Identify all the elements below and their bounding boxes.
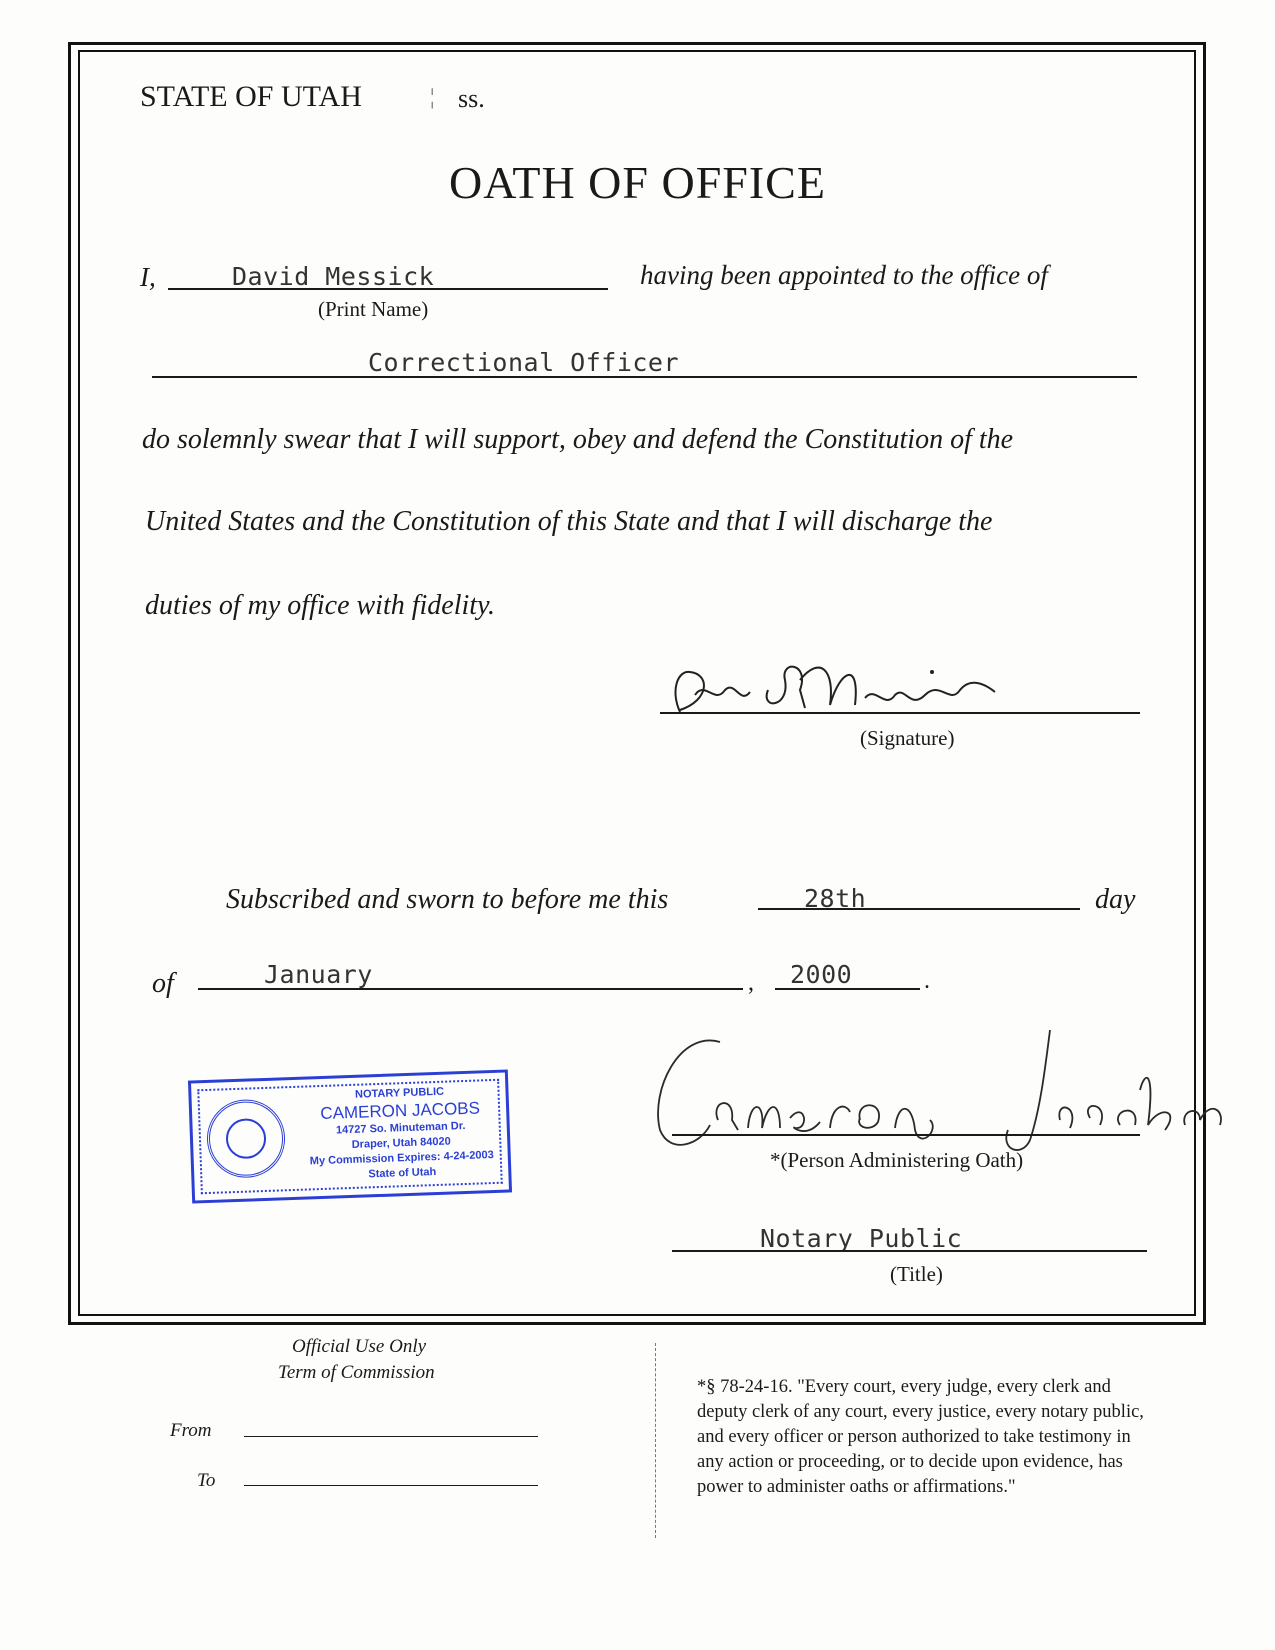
day-line <box>758 908 1080 910</box>
stamp-state: State of Utah <box>368 1166 437 1181</box>
day-word: day <box>1095 884 1136 915</box>
month-line <box>198 988 743 990</box>
month-value: January <box>264 960 373 989</box>
from-line <box>244 1436 538 1437</box>
oath-body-line-2: United States and the Constitution of this State and that I will discharge the <box>145 506 993 537</box>
footnote-line-4: any action or proceeding, or to decide upon evidence, has <box>697 1452 1123 1472</box>
signature-line <box>660 712 1140 714</box>
stamp-city: Draper, Utah 84020 <box>351 1135 451 1151</box>
ss-mark: ss. <box>458 84 485 113</box>
stamp-expiration: My Commission Expires: 4-24-2003 <box>309 1148 494 1168</box>
title-value: Notary Public <box>760 1224 963 1253</box>
stamp-text <box>299 1083 502 1185</box>
title-line <box>672 1250 1147 1252</box>
page-title: OATH OF OFFICE <box>449 157 826 208</box>
oath-prefix: I, <box>140 262 156 292</box>
year-period: . <box>924 968 930 994</box>
notary-stamp <box>188 1069 512 1203</box>
stamp-address: 14727 So. Minuteman Dr. <box>335 1119 466 1137</box>
print-name-caption: (Print Name) <box>318 297 429 321</box>
day-value: 28th <box>804 884 867 913</box>
date-comma: , <box>748 970 754 996</box>
stamp-notary-label: NOTARY PUBLIC <box>354 1085 445 1101</box>
venue-brace: ¦ <box>430 84 435 109</box>
footnote-line-3: and every officer or person authorized to take testimony in <box>697 1427 1131 1447</box>
footnote-line-5: power to administer oaths or affirmations." <box>697 1477 1016 1497</box>
of-word: of <box>152 968 174 999</box>
title-caption: (Title) <box>890 1262 943 1286</box>
oath-body-line-1: do solemnly swear that I will support, obey and defend the Constitution of the <box>142 424 1014 455</box>
stamp-notary-name: CAMERON JACOBS <box>320 1098 481 1124</box>
print-name-value: David Messick <box>232 262 435 291</box>
office-line <box>152 376 1137 378</box>
year-value: 2000 <box>790 960 853 989</box>
from-label: From <box>170 1420 212 1441</box>
year-line <box>775 988 920 990</box>
subscribed-text: Subscribed and sworn to before me this <box>226 884 669 915</box>
oath-body-line-3: duties of my office with fidelity. <box>145 590 495 621</box>
state-heading: STATE OF UTAH <box>140 80 362 113</box>
signature-caption: (Signature) <box>860 726 955 750</box>
official-use-heading: Official Use Only <box>292 1336 427 1357</box>
footnote-line-2: deputy clerk of any court, every justice, every notary public, <box>697 1402 1144 1422</box>
administrator-signature-line <box>672 1134 1140 1136</box>
administrator-caption: *(Person Administering Oath) <box>770 1148 1024 1172</box>
print-name-line <box>168 288 608 290</box>
to-line <box>244 1485 538 1486</box>
term-of-commission-heading: Term of Commission <box>278 1362 435 1383</box>
footnote-line-1: *§ 78-24-16. "Every court, every judge, every clerk and <box>697 1377 1111 1397</box>
section-divider <box>655 1343 656 1538</box>
to-label: To <box>197 1470 216 1491</box>
statute-footnote <box>697 1375 1144 1500</box>
appointed-text: having been appointed to the office of <box>640 260 1048 290</box>
office-value: Correctional Officer <box>368 348 680 377</box>
